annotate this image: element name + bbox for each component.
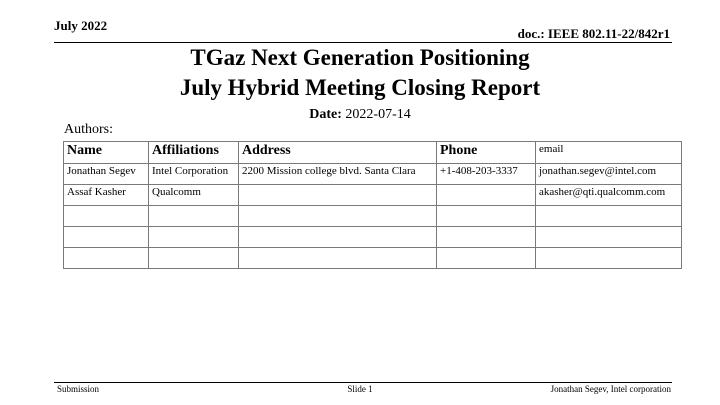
author-phone [437, 227, 536, 248]
slide-title-line-1: TGaz Next Generation Positioning [190, 45, 530, 70]
authors-header-row [64, 142, 682, 164]
table-row [64, 227, 682, 248]
header-date: July 2022 [54, 18, 108, 33]
author-phone [437, 185, 536, 206]
table-row [64, 185, 682, 206]
column-header-phone: Phone [437, 142, 536, 164]
column-header-address: Address [239, 142, 437, 164]
author-email [536, 227, 682, 248]
author-address [239, 206, 437, 227]
author-phone [437, 248, 536, 269]
footer-submission: Submission [57, 384, 100, 394]
table-row [64, 206, 682, 227]
column-header-email: email [536, 142, 682, 164]
footer-rule [54, 382, 672, 383]
author-affiliation [149, 248, 239, 269]
table-row [64, 164, 682, 185]
author-email: akasher@qti.qualcomm.com [536, 185, 682, 206]
author-email [536, 248, 682, 269]
column-header-name: Name [64, 142, 149, 164]
authors-label: Authors: [64, 122, 113, 137]
header-rule [54, 42, 672, 43]
author-email [536, 206, 682, 227]
slide-title-line-2: July Hybrid Meeting Closing Report [179, 75, 541, 100]
author-phone: +1-408-203-3337 [437, 164, 536, 185]
author-address [239, 185, 437, 206]
table-row [64, 248, 682, 269]
author-name [64, 248, 149, 269]
author-name: Assaf Kasher [64, 185, 149, 206]
author-affiliation: Intel Corporation [149, 164, 239, 185]
author-address [239, 227, 437, 248]
date-line [0, 107, 720, 123]
author-name: Jonathan Segev [64, 164, 149, 185]
footer-author: Jonathan Segev, Intel corporation [550, 384, 671, 394]
author-phone [437, 206, 536, 227]
author-address [239, 248, 437, 269]
header-doc-id: doc.: IEEE 802.11-22/842r1 [517, 26, 670, 41]
author-name [64, 206, 149, 227]
column-header-affiliations: Affiliations [149, 142, 239, 164]
author-affiliation [149, 206, 239, 227]
date-value: 2022-07-14 [345, 107, 411, 122]
author-name [64, 227, 149, 248]
author-affiliation [149, 227, 239, 248]
author-address: 2200 Mission college blvd. Santa Clara [239, 164, 437, 185]
author-email: jonathan.segev@intel.com [536, 164, 682, 185]
footer-slide-number: Slide 1 [347, 384, 373, 394]
author-affiliation: Qualcomm [149, 185, 239, 206]
date-label: Date: [309, 107, 342, 122]
authors-table [63, 141, 682, 269]
